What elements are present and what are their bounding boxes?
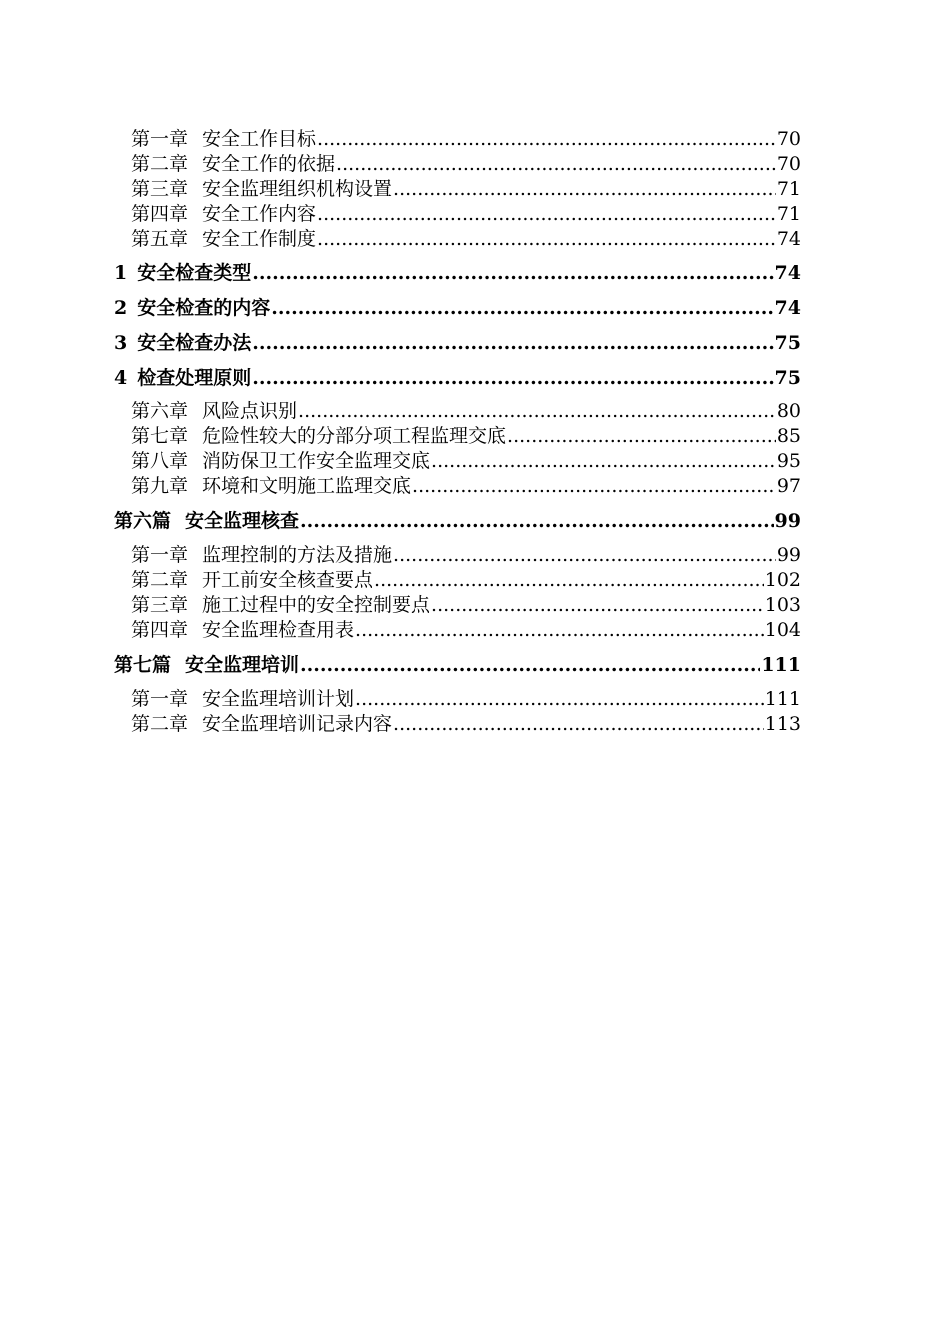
toc-page-number: 97	[776, 475, 801, 497]
toc-entry-label	[114, 293, 270, 320]
toc-page-number: 75	[774, 332, 801, 354]
toc-dot-leader	[317, 228, 776, 250]
toc-entry-section[interactable]	[114, 293, 801, 320]
toc-entry-title: 安全监理培训记录内容	[202, 713, 393, 735]
toc-entry-label	[114, 258, 251, 285]
toc-page-number: 85	[776, 425, 801, 447]
toc-entry-number: 第二章	[131, 569, 189, 591]
toc-entry-chapter[interactable]	[131, 540, 801, 567]
toc-page-number: 70	[776, 128, 801, 150]
toc-page-number: 71	[776, 178, 801, 200]
toc-entry-label	[131, 149, 335, 176]
toc-entry-label	[131, 471, 411, 498]
toc-entry-section[interactable]	[114, 363, 801, 390]
toc-entry-number: 第八章	[131, 450, 189, 472]
toc-page-number: 71	[776, 203, 801, 225]
toc-entry-number: 第四章	[131, 619, 189, 641]
toc-entry-number: 2	[114, 297, 128, 319]
toc-entry-title: 安全工作目标	[202, 128, 317, 150]
toc-dot-leader	[300, 654, 760, 676]
toc-page-number: 74	[774, 262, 801, 284]
toc-entry-chapter[interactable]	[131, 446, 801, 473]
toc-entry-title: 监理控制的方法及措施	[202, 544, 393, 566]
toc-dot-leader	[393, 713, 764, 735]
toc-entry-label	[131, 396, 297, 423]
toc-entry-chapter[interactable]	[131, 224, 801, 251]
toc-dot-leader	[336, 153, 776, 175]
toc-entry-title: 开工前安全核查要点	[202, 569, 374, 591]
toc-page-number: 74	[774, 297, 801, 319]
toc-entry-title: 安全工作的依据	[202, 153, 336, 175]
toc-dot-leader	[431, 450, 776, 472]
toc-dot-leader	[252, 262, 773, 284]
toc-entry-number: 第二章	[131, 713, 189, 735]
toc-page-number: 102	[764, 569, 801, 591]
toc-entry-label	[131, 709, 392, 736]
toc-entry-title: 安全监理培训计划	[202, 688, 355, 710]
toc-entry-part[interactable]	[114, 650, 801, 677]
toc-entry-number: 第二章	[131, 153, 189, 175]
toc-entry-title: 安全工作制度	[202, 228, 317, 250]
toc-entry-label	[114, 650, 299, 677]
toc-dot-leader	[271, 297, 773, 319]
toc-dot-leader	[300, 510, 774, 532]
toc-dot-leader	[393, 544, 776, 566]
toc-dot-leader	[431, 594, 764, 616]
toc-dot-leader	[317, 203, 776, 225]
toc-entry-label	[131, 565, 373, 592]
toc-dot-leader	[374, 569, 764, 591]
toc-entry-label	[131, 590, 430, 617]
toc-entry-label	[131, 615, 354, 642]
toc-page-number: 103	[764, 594, 801, 616]
toc-entry-title: 安全监理培训	[185, 654, 300, 676]
toc-entry-number: 第四章	[131, 203, 189, 225]
toc-page-number: 75	[774, 367, 801, 389]
toc-dot-leader	[252, 332, 773, 354]
toc-entry-chapter[interactable]	[131, 199, 801, 226]
toc-page-number: 70	[776, 153, 801, 175]
toc-entry-number: 第七篇	[114, 654, 172, 676]
toc-dot-leader	[393, 178, 776, 200]
toc-entry-title: 危险性较大的分部分项工程监理交底	[202, 425, 507, 447]
toc-page-number: 80	[776, 400, 801, 422]
toc-entry-label	[131, 421, 506, 448]
toc-page-number: 113	[764, 713, 801, 735]
toc-dot-leader	[317, 128, 776, 150]
toc-entry-title: 消防保卫工作安全监理交底	[202, 450, 431, 472]
toc-entry-title: 检查处理原则	[137, 367, 252, 389]
toc-entry-part[interactable]	[114, 506, 801, 533]
toc-entry-chapter[interactable]	[131, 124, 801, 151]
toc-entry-label	[131, 684, 354, 711]
toc-entry-number: 第一章	[131, 544, 189, 566]
toc-entry-chapter[interactable]	[131, 471, 801, 498]
toc-entry-title: 风险点识别	[202, 400, 298, 422]
toc-entry-chapter[interactable]	[131, 396, 801, 423]
toc-dot-leader	[355, 688, 764, 710]
toc-entry-number: 第七章	[131, 425, 189, 447]
toc-entry-label	[131, 224, 316, 251]
toc-dot-leader	[298, 400, 776, 422]
toc-page-number: 104	[764, 619, 801, 641]
toc-entry-chapter[interactable]	[131, 565, 801, 592]
toc-dot-leader	[412, 475, 776, 497]
toc-entry-title: 安全检查的内容	[137, 297, 271, 319]
toc-entry-number: 第一章	[131, 688, 189, 710]
toc-entry-chapter[interactable]	[131, 149, 801, 176]
toc-entry-label	[131, 540, 392, 567]
toc-entry-number: 1	[114, 262, 128, 284]
toc-entry-chapter[interactable]	[131, 684, 801, 711]
toc-entry-label	[131, 446, 430, 473]
toc-entry-number: 第六章	[131, 400, 189, 422]
toc-entry-title: 安全检查办法	[137, 332, 252, 354]
toc-entry-number: 4	[114, 367, 128, 389]
toc-entry-title: 安全工作内容	[202, 203, 317, 225]
toc-entry-title: 安全监理检查用表	[202, 619, 355, 641]
toc-page-number: 74	[776, 228, 801, 250]
toc-entry-label	[114, 328, 251, 355]
toc-entry-number: 第九章	[131, 475, 189, 497]
toc-entry-title: 环境和文明施工监理交底	[202, 475, 412, 497]
toc-entry-label	[114, 506, 299, 533]
toc-entry-label	[131, 199, 316, 226]
toc-page-number: 111	[761, 654, 801, 676]
toc-page-number: 99	[774, 510, 801, 532]
toc-entry-title: 安全监理组织机构设置	[202, 178, 393, 200]
toc-entry-chapter[interactable]	[131, 174, 801, 201]
toc-entry-section[interactable]	[114, 258, 801, 285]
toc-dot-leader	[355, 619, 764, 641]
toc-entry-label	[114, 363, 251, 390]
toc-entry-number: 第一章	[131, 128, 189, 150]
toc-entry-number: 第三章	[131, 178, 189, 200]
toc-entry-title: 安全检查类型	[137, 262, 252, 284]
toc-entry-chapter[interactable]	[131, 709, 801, 736]
toc-entry-chapter[interactable]	[131, 615, 801, 642]
toc-dot-leader	[507, 425, 776, 447]
toc-entry-label	[131, 124, 316, 151]
toc-dot-leader	[252, 367, 773, 389]
toc-entry-chapter[interactable]	[131, 590, 801, 617]
toc-page-number: 99	[776, 544, 801, 566]
toc-entry-chapter[interactable]	[131, 421, 801, 448]
toc-page-number: 95	[776, 450, 801, 472]
toc-entry-number: 第五章	[131, 228, 189, 250]
toc-entry-number: 第三章	[131, 594, 189, 616]
toc-entry-section[interactable]	[114, 328, 801, 355]
toc-entry-number: 第六篇	[114, 510, 172, 532]
toc-entry-label	[131, 174, 392, 201]
toc-entry-title: 安全监理核查	[185, 510, 300, 532]
toc-entry-number: 3	[114, 332, 128, 354]
toc-entry-title: 施工过程中的安全控制要点	[202, 594, 431, 616]
toc-page-number: 111	[764, 688, 801, 710]
